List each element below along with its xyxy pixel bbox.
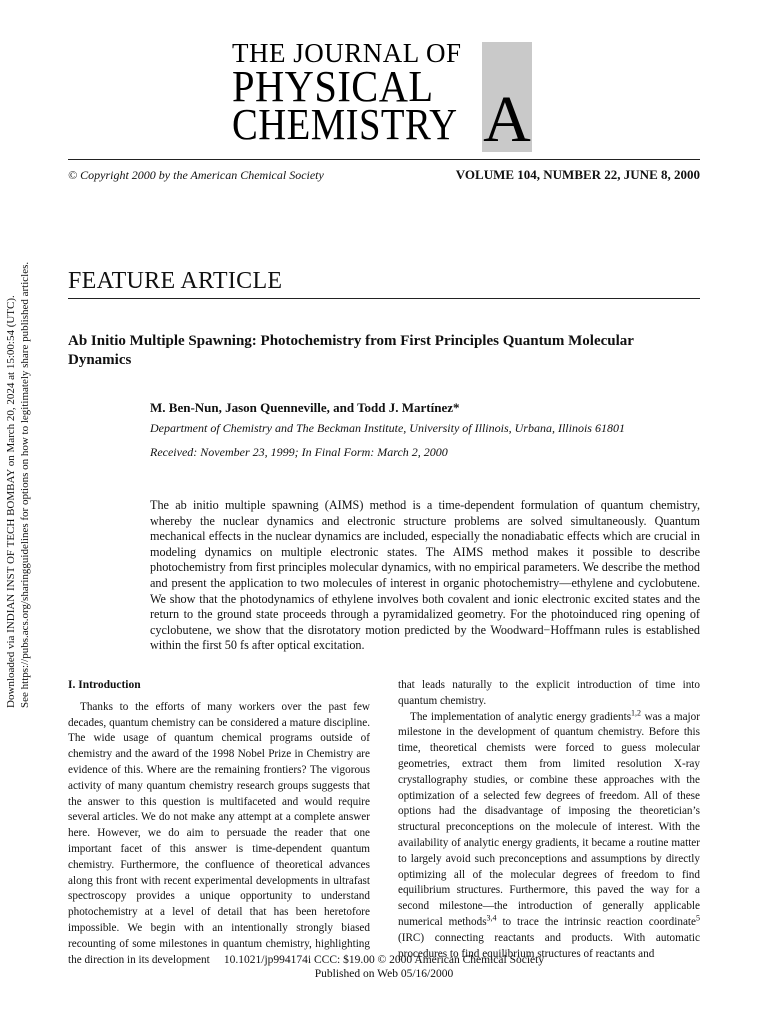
section-rule xyxy=(68,298,700,299)
copyright-notice: © Copyright 2000 by the American Chemical Society xyxy=(68,168,324,182)
citation-ref: 5 xyxy=(696,913,700,923)
body-paragraph-continued: that leads naturally to the explicit introduction of time into quantum chemistry. xyxy=(398,679,700,707)
masthead-rule xyxy=(68,159,700,160)
masthead-line1: THE JOURNAL OF xyxy=(232,38,462,68)
article-title: Ab Initio Multiple Spawning: Photochemistry from First Principles Quantum Molecular Dynamics xyxy=(68,333,634,368)
citation-ref: 1,2 xyxy=(631,707,642,717)
footer-doi-line: 10.1021/jp994174i CCC: $19.00 © 2000 American Chemical Society xyxy=(223,954,545,966)
article-authors: M. Ben-Nun, Jason Quenneville, and Todd J. Martínez* xyxy=(150,400,460,415)
footer-published: Published on Web 05/16/2000 xyxy=(314,968,454,980)
journal-masthead xyxy=(232,38,472,149)
masthead-section-letter: A xyxy=(483,83,531,156)
masthead-line3: CHEMISTRY xyxy=(232,100,458,149)
section-label: FEATURE ARTICLE xyxy=(68,268,283,294)
masthead-section-box xyxy=(482,42,532,156)
body-column-right xyxy=(398,678,700,962)
volume-info: VOLUME 104, NUMBER 22, JUNE 8, 2000 xyxy=(455,167,700,182)
text-segment: to trace the intrinsic reaction coordinate xyxy=(496,915,696,928)
body-column-left xyxy=(68,678,370,968)
article-affiliation: Department of Chemistry and The Beckman Institute, University of Illinois, Urbana, Illinois 61801 xyxy=(150,421,625,435)
download-notice-line2: See https://pubs.acs.org/sharingguidelines for options on how to legitimately share published articles. xyxy=(19,261,31,708)
article-abstract: The ab initio multiple spawning (AIMS) method is a time-dependent formulation of quantum chemistry, whereby the nuclear dynamics and electronic structure problems are solved simultaneously. Quantum mechanical effects in the nuclear dynamics are included, especially the nonadiabatic effects which are crucial in modeling dynamics on multiple electronic states. The AIMS method makes it possible to describe photochemistry from first principles molecular dynamics, with no empirical parameters. We describe the method and present the application to two molecules of interest in organic photochemistry—ethylene and cyclobutene. We show that the photodynamics of ethylene involves both covalent and ionic electronic excited states and the return to the ground state proceeds through a pyramidalized geometry. For the photoinduced ring opening of cyclobutene, we show that the disrotatory motion predicted by the Woodward−Hoffmann rules is established within the first 50 fs after optical excitation. xyxy=(150,498,700,653)
article-received-dates: Received: November 23, 1999; In Final Form: March 2, 2000 xyxy=(150,445,448,459)
masthead-line2: PHYSICAL xyxy=(232,62,434,111)
text-segment: The implementation of analytic energy gradients xyxy=(410,710,632,723)
body-paragraph: Thanks to the efforts of many workers over the past few decades, quantum chemistry can be considered a mature discipline. The wide usage of quantum chemical programs outside of chemistry and the award of the 1998 Nobel Prize in Chemistry are evidence of this. Where are the remaining frontiers? The vigorous activity of many quantum chemistry research groups suggests that the answer to this question is multifaceted and would require several articles. We do not make any attempt at a complete answer here. However, we do aim to persuade the reader that one important facet of this answer is time-dependent quantum chemistry. Furthermore, the confluence of theoretical advances along this front with recent experimental developments in ultrafast spectroscopy provides a unique opportunity to understand photochemistry at a level of detail that has been heretofore impossible. We begin with an intentionally strongly biased recounting of some milestones in quantum chemistry, highlighting the direction in its development xyxy=(68,700,370,966)
download-notice xyxy=(4,262,32,708)
section-heading-introduction: I. Introduction xyxy=(68,679,141,691)
text-segment: was a major milestone in the development of quantum chemistry. Before this time, theoretical chemists were forced to guess molecular geometries, extract them from limited resolution X-ray crystallography studies, or combine these approaches with the optimization of a selected few degrees of freedom. All of these options had the disadvantage of imposing the theoretician’s structural preconceptions on the molecule of interest. With the availability of analytic energy gradients, it became a routine matter to largely avoid such preconceptions and assumptions by directly optimizing all of the molecular degrees of freedom to find equilibrium structures. Furthermore, this paved the way for a second milestone—the introduction of generally applicable numerical methods xyxy=(398,710,700,928)
download-notice-line1: Downloaded via INDIAN INST OF TECH BOMBAY on March 20, 2024 at 15:00:54 (UTC). xyxy=(5,295,17,708)
citation-ref: 3,4 xyxy=(486,913,497,923)
text-segment: (IRC) connecting reactants and products. With automatic procedures to find equilibrium structures of reactants and xyxy=(398,931,700,960)
body-paragraph xyxy=(398,707,700,963)
